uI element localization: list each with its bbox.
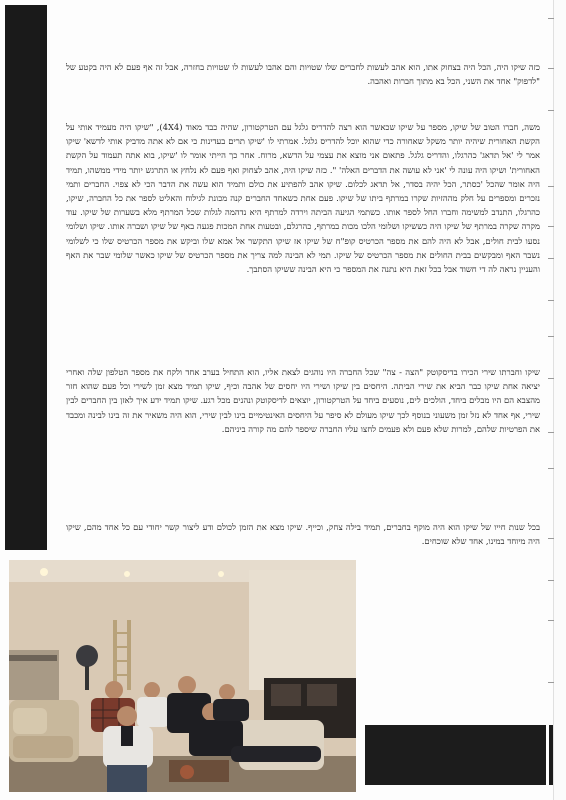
paragraph: כזה שיקו היה, הכל היה בצחוק אתו, הוא אהב לעשות לחברים שלו שטויות והם אהבו לעשות לו שטויות בחזרה, אבל זה אף פעם לא היה בקטע של "לדפוק" אחד את השני, הכל בא מתוך חברות ואהבה.	[66, 62, 540, 87]
page-tick	[548, 258, 554, 259]
page-tick	[548, 620, 554, 621]
group-photo-image	[9, 560, 356, 792]
paragraph: שיקו וחברתו שירי הכירו בדיסקוטק "הצה - צה" שכל החברה היו נוהגים לצאת אליו, הוא התחיל בערב אחד ולקח את מספר הטלפון שלה ואחרי יציאה אחת שיקו כבר הביא את שירי הביתה. היחסים בין שיקו ושירי היו יחסים של אהבה וכיף, שיקו תמיד מצא זמן לשירי וכל פעם שהוא חזר מהצבא הם היו מבלים ביחד, הולכים לים, נוסעים ביחד על הטרקטורון, יוצאים לדיסקוטק ונהנים מכל רגע. שיקו תמיד ידע איך לאזן בין החברים לבין שירי, אף אחד לא נזל זמן משעוני בנוסף לכך שיקו מעולם לא סיפר על היחסים האינטימיים בינו לבין שירי, הוא היה משאיר את זה בינו לבינה ומכבד את הפרטיות שלהם, למרות שלא פעם ולא פעמים לחצו עליו החברה שיספר להם מה קורה ביניהם.	[66, 367, 540, 434]
paragraph: משה, חברו הטוב של שיקו, מספר על שיקו שכאשר הוא רצה להדריס גלגל עם הטרקטורון, שהיה כבד מאוד (4X4), "שיקו היה מעמיד אותי על הקשת האחורית שיהיה יותר משקל שאחורה כדי שהוא יוכל להדריס גלגל. אמרתי לו 'שיקו תרים בעדינות כי אם לא אתה מדביק אותי לדשא' שיקו אמר לי 'אל תדאג' כהרגלו, והדריס גלגל. פתאום אני מוצא את עצמי על הדשא, מרוח. אחר כך הייתי אומר לו 'שיקו, בוא אתה תעמוד על הקשת האחורית' ושיקו היה עונה לי 'אני לא עושה את הדברים האלה' ". כזה שיקו היה, אהב לצחוק ואף פעם לא נלחץ או התרגש יותר מידי ממשהו, תמיד היה אומר שהכל 'כסתר, הכל יהיה בסדר, אל תדאג לכלום. שיקו אהב להפתיע את כולם ותמיד הוא עשה את הדבר הכי לא צפוי. החברים ותמי נזכרים ומספרים על חלק מההזיות שקרו במרתף ביתו של שיקו. פעם אחת כשאחד החברים קנה מכונת לגילוח והאליט לספר את כל החברה, שיקו, כהרגלו, התנדב למשימה וחברו החל לספר אותו. כשתמי הגיעה הביתה וירדה למרתף היא נדהמה לגלות שכל המרתף מלא בשערות של שיקו. עוד מקרה שקרה במרתף של שיקו היה כששיקו ושלומי הלכו מכות במרתף, כהרגלם, ובטעות אחת המכות פגעה באף של שיקו ושברה אותו. שיקו ושלומי נסעו לבית חולים, אבל לא היה להם את מספר הכרטיס קופ"ח של שיקו אז שיקו התקשר אל אמא שלו וביקש את מספר הכרטיס שלו כי לשלומי נשבר האף ומבקשים בבית החולים את מספר הכרטיס של שיקו. תמי לא הבינה למה צריך את מספר הכרטיס של שיקו כאשר שלומי שבר את האף והעניין נראה לה די חשוד אבל בכל זאת היא נתנה את המספר כי היא הבינה ששיקו הסתבך.	[66, 122, 540, 275]
scan-slit	[546, 725, 549, 785]
page-tick	[548, 468, 554, 469]
page-tick	[548, 18, 554, 19]
page-tick	[548, 300, 554, 301]
page-tick	[548, 580, 554, 581]
page-tick	[548, 538, 554, 539]
group-photo	[9, 560, 356, 792]
page-edge-right	[553, 0, 566, 800]
paragraph: בכל שנות חייו של שיקו הוא היה מוקף בחברים, תמיד בילה צחק, וכייף. שיקו מצא את הזמן לכולם ודע ליצור קשר יחודי עם כל אחד מהם, שיקו היה מיוחד במינו, אחד שלא שוכחים.	[66, 522, 540, 547]
page-tick	[548, 336, 554, 337]
page-tick	[548, 110, 554, 111]
scan-shadow-left	[5, 5, 47, 550]
scan-shadow-bottom	[365, 725, 553, 785]
page-tick	[548, 682, 554, 683]
page-tick	[548, 186, 554, 187]
page-tick	[548, 378, 554, 379]
page-tick	[548, 432, 554, 433]
page-tick	[548, 226, 554, 227]
page-tick	[548, 68, 554, 69]
